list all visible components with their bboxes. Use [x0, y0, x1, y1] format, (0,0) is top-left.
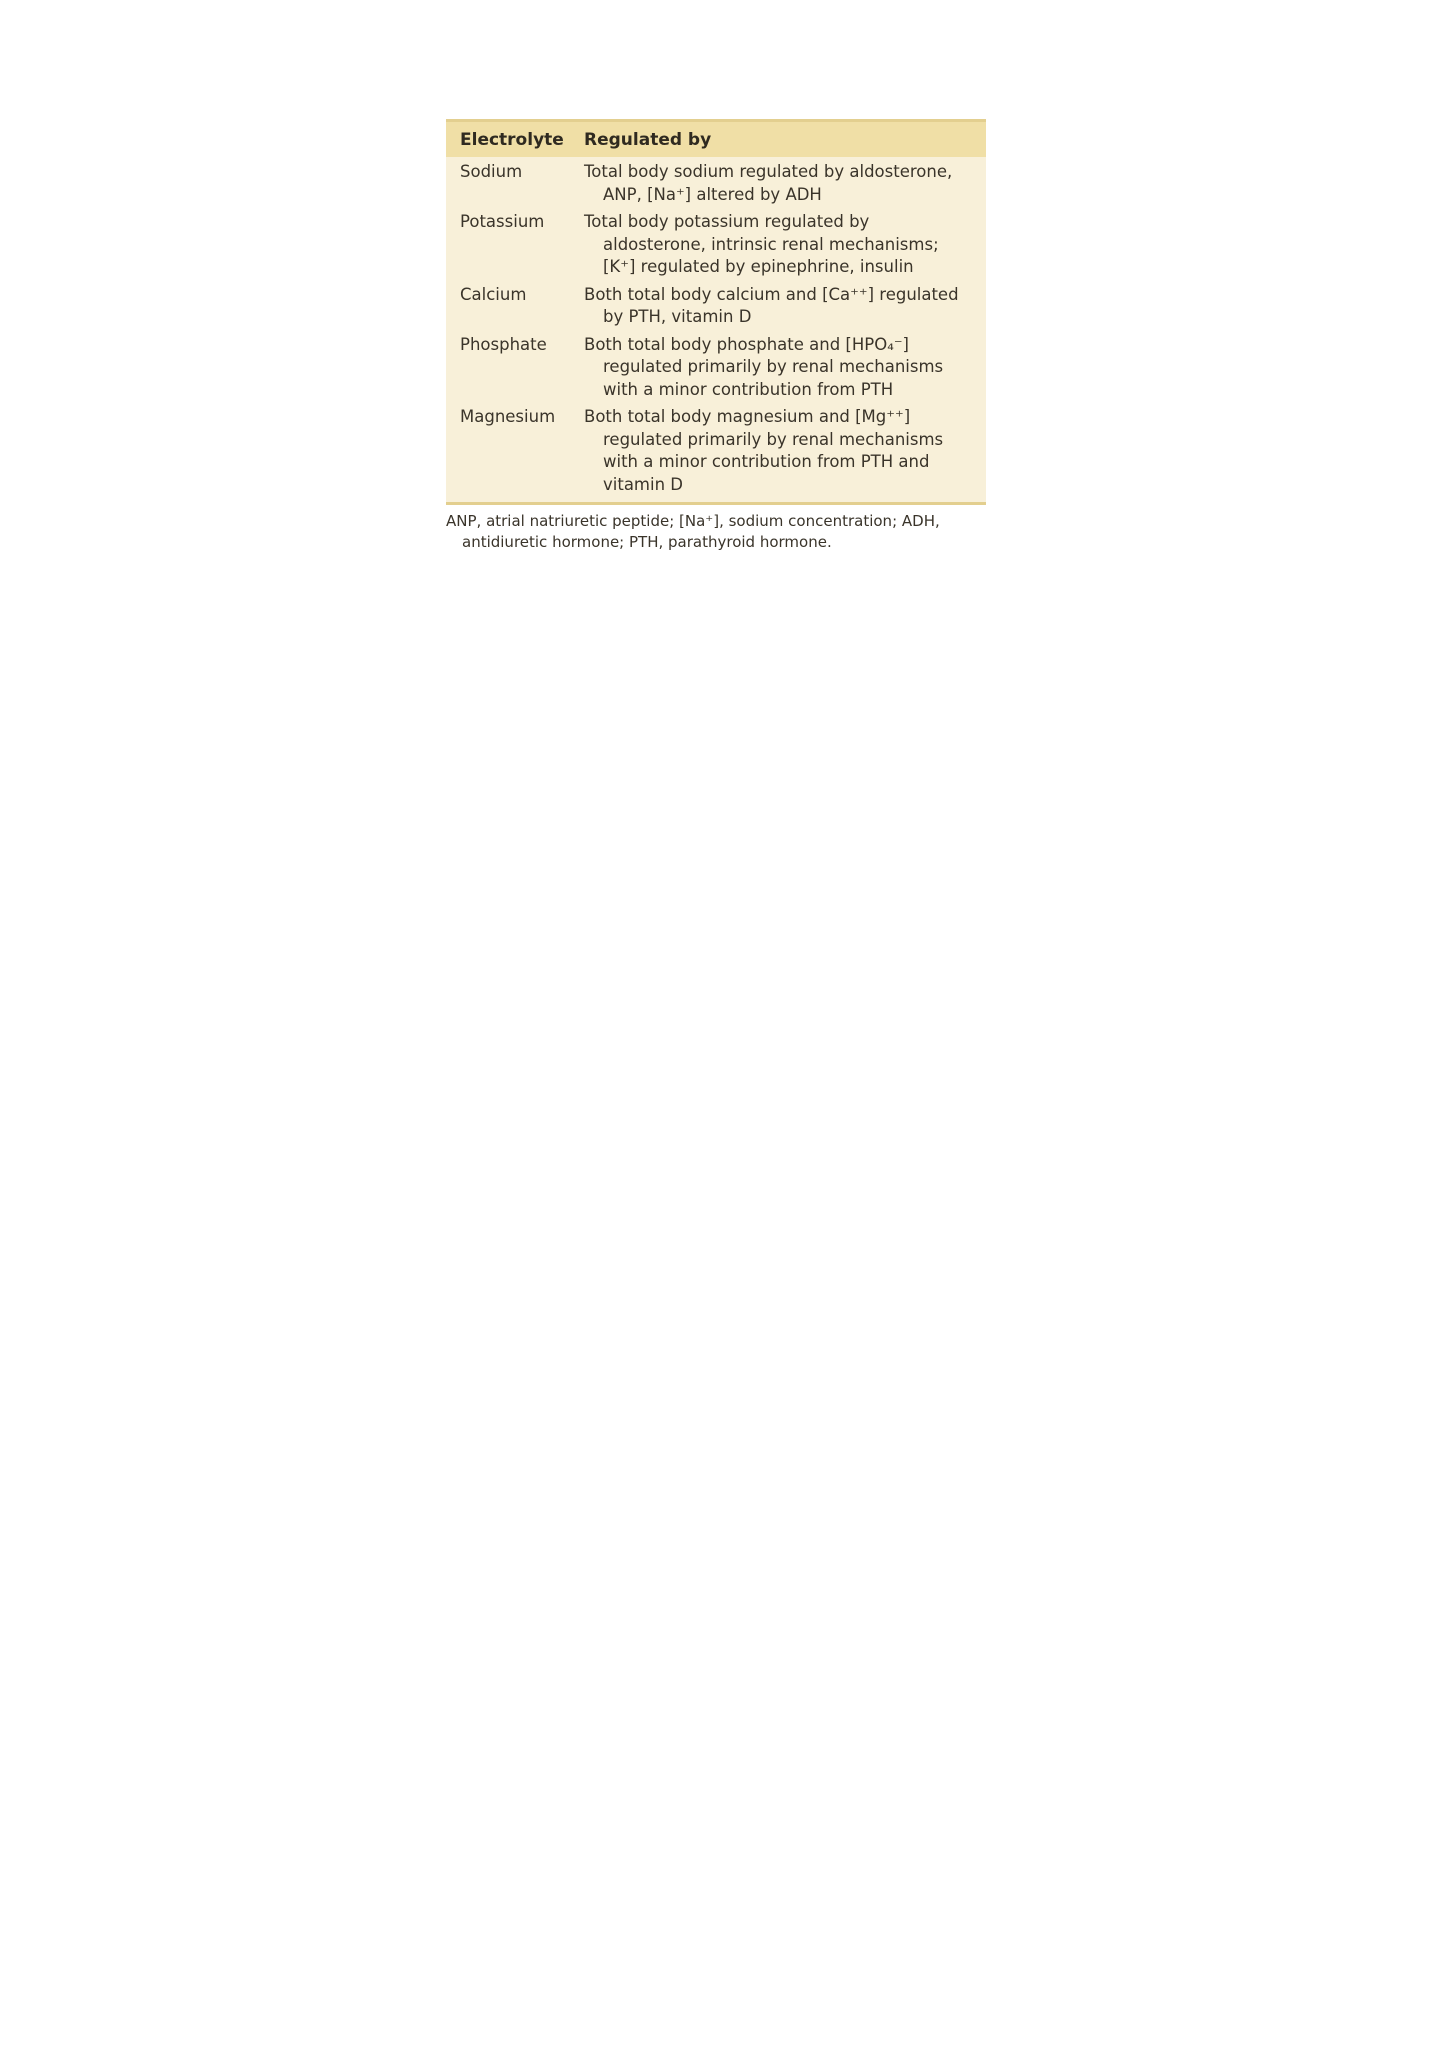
footnote-line: ANP, atrial natriuretic peptide; [Na⁺], sodium concentration; ADH,: [446, 512, 940, 530]
electrolyte-name: Potassium: [460, 212, 545, 231]
header-regulated-by: Regulated by: [584, 129, 712, 150]
table-row: [446, 211, 986, 279]
regulation-line: by PTH, vitamin D: [603, 307, 752, 326]
table-footnote: [446, 511, 986, 553]
electrolyte-table-figure: [446, 119, 986, 553]
electrolyte-name: Sodium: [460, 162, 523, 181]
regulation-text: [584, 161, 986, 206]
electrolyte-table: [446, 119, 986, 505]
electrolyte-name: Calcium: [460, 284, 527, 304]
footnote-line: antidiuretic hormone; PTH, parathyroid hormone.: [462, 533, 832, 551]
regulation-text: [584, 406, 986, 496]
regulation-line: Total body sodium regulated by aldosterone,: [584, 162, 953, 181]
regulation-line: Total body potassium regulated by: [584, 212, 870, 231]
regulation-line: aldosterone, intrinsic renal mechanisms;: [603, 234, 939, 254]
regulation-line: [K⁺] regulated by epinephrine, insulin: [603, 257, 914, 276]
regulation-line: regulated primarily by renal mechanisms: [603, 357, 944, 376]
regulation-line: ANP, [Na⁺] altered by ADH: [603, 184, 822, 204]
regulation-line: Both total body calcium and [Ca⁺⁺] regulated: [584, 284, 959, 304]
regulation-text: [584, 334, 986, 402]
table-row: [446, 284, 986, 329]
regulation-line: Both total body phosphate and [HPO₄⁻]: [584, 334, 909, 354]
table-row: [446, 406, 986, 496]
regulation-line: Both total body magnesium and [Mg⁺⁺]: [584, 407, 911, 426]
electrolyte-name: Magnesium: [460, 407, 556, 426]
table-header: [446, 122, 986, 157]
table-row: [446, 334, 986, 402]
table-body: [446, 157, 986, 502]
regulation-line: regulated primarily by renal mechanisms: [603, 429, 944, 449]
regulation-text: [584, 211, 986, 279]
table-row: [446, 161, 986, 206]
regulation-text: [584, 284, 986, 329]
header-electrolyte: Electrolyte: [460, 129, 564, 150]
regulation-line: with a minor contribution from PTH: [603, 379, 894, 399]
regulation-line: with a minor contribution from PTH and: [603, 452, 930, 471]
electrolyte-name: Phosphate: [460, 334, 547, 354]
regulation-line: vitamin D: [603, 474, 683, 494]
